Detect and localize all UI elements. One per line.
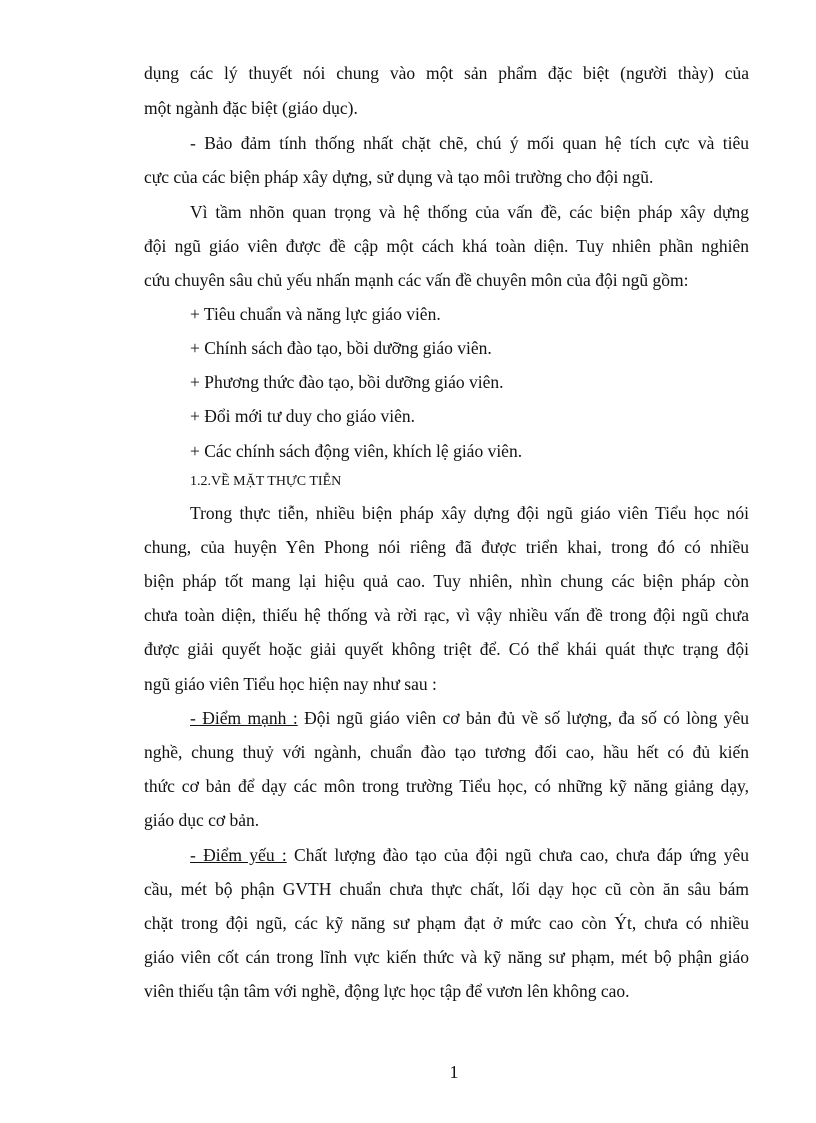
text-line: giáo dục cơ bản. xyxy=(144,810,260,830)
bullet-item: + Tiêu chuẩn và năng lực giáo viên. xyxy=(190,304,441,324)
bullet-item: + Các chính sách động viên, khích lệ giáo viên. xyxy=(190,441,523,461)
page-number: 1 xyxy=(449,1062,459,1082)
strengths-line xyxy=(190,707,749,729)
section-heading: 1.2.VỀ MẶT THỰC TIỄN xyxy=(190,474,342,489)
text-line: ngũ giáo viên Tiểu học hiện nay như sau : xyxy=(144,674,437,694)
bullet-item: + Phương thức đào tạo, bồi dưỡng giáo viên. xyxy=(190,372,504,392)
strengths-label: - Điểm mạnh : xyxy=(190,708,298,728)
weaknesses-text: Chất lượng đào tạo của đội ngũ chưa cao, chưa đáp ứng yêu xyxy=(286,845,749,865)
bullet-item: + Đổi mới tư duy cho giáo viên. xyxy=(190,406,415,426)
text-line: - Bảo đảm tính thống nhất chặt chẽ, chú ý mối quan hệ tích cực và tiêu xyxy=(190,133,749,153)
weaknesses-line xyxy=(190,844,749,866)
text-line: chưa toàn diện, thiếu hệ thống và rời rạc, vì vậy nhiều vấn đề trong đội ngũ chưa xyxy=(144,605,749,625)
text-line: Trong thực tiễn, nhiều biện pháp xây dựng đội ngũ giáo viên Tiểu học nói xyxy=(190,503,749,523)
text-line: cầu, mét bộ phận GVTH chuẩn chưa thực chất, lối dạy học cũ còn ăn sâu bám xyxy=(144,879,749,899)
text-line: được giải quyết hoặc giải quyết không triệt để. Có thể khái quát thực trạng đội xyxy=(144,639,749,659)
text-line: viên thiếu tận tâm với nghề, động lực học tập để vươn lên không cao. xyxy=(144,981,630,1001)
text-line: nghề, chung thuỷ với ngành, chuẩn đào tạo tương đối cao, hầu hết có đủ kiến xyxy=(144,742,749,762)
text-line: cực của các biện pháp xây dựng, sử dụng và tạo môi trường cho đội ngũ. xyxy=(144,167,654,187)
text-line: đội ngũ giáo viên được đề cập một cách khá toàn diện. Tuy nhiên phần nghiên xyxy=(144,236,749,256)
text-line: chặt trong đội ngũ, các kỹ năng sư phạm đạt ở mức cao còn Ýt, chưa có nhiều xyxy=(144,913,749,933)
text-line: cứu chuyên sâu chủ yếu nhấn mạnh các vấn đề chuyên môn của đội ngũ gồm: xyxy=(144,270,689,290)
text-line: Vì tầm nhõn quan trọng và hệ thống của vấn đề, các biện pháp xây dựng xyxy=(190,202,749,222)
weaknesses-label: - Điểm yếu : xyxy=(190,845,287,865)
text-line: chung, của huyện Yên Phong nói riêng đã được triển khai, trong đó có nhiều xyxy=(144,537,749,557)
text-line: biện pháp tốt mang lại hiệu quả cao. Tuy nhiên, nhìn chung các biện pháp còn xyxy=(144,571,749,591)
bullet-item: + Chính sách đào tạo, bồi dưỡng giáo viên. xyxy=(190,338,492,358)
text-line: giáo viên cốt cán trong lĩnh vực kiến thức và kỹ năng sư phạm, mét bộ phận giáo xyxy=(144,947,749,967)
text-line: một ngành đặc biệt (giáo dục). xyxy=(144,98,358,118)
strengths-text: Đội ngũ giáo viên cơ bản đủ về số lượng, đa số có lòng yêu xyxy=(297,708,750,728)
text-line: thức cơ bản để dạy các môn trong trường Tiểu học, có những kỹ năng giảng dạy, xyxy=(144,776,749,796)
text-line: dụng các lý thuyết nói chung vào một sản phẩm đặc biệt (người thày) của xyxy=(144,63,749,83)
